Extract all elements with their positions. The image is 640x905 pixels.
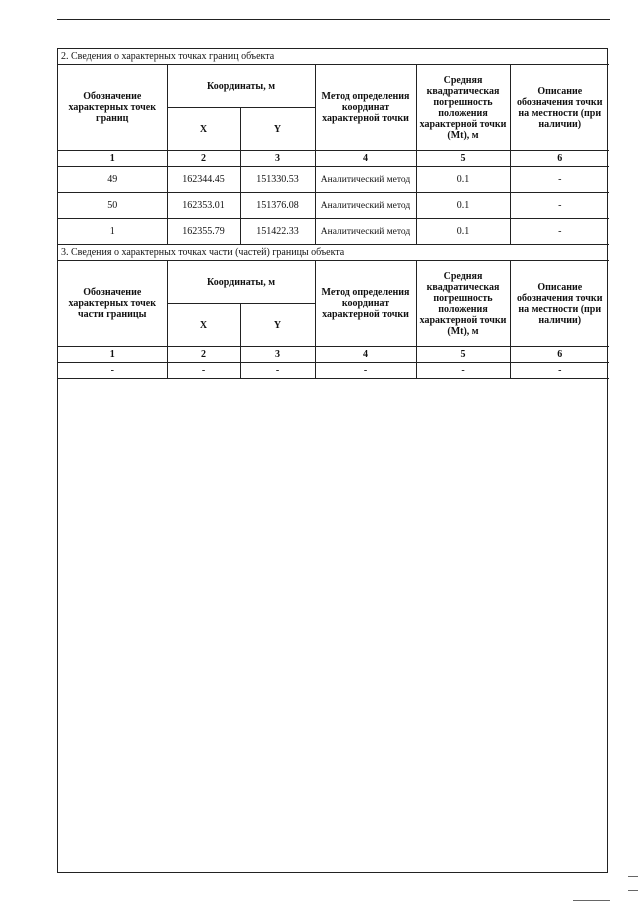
table-row (58, 363, 609, 379)
colnum-6: 6 (510, 347, 609, 363)
cell-desc: - (510, 167, 609, 193)
cell-point: 50 (58, 193, 167, 219)
header-designation: Обозначение характерных точек границ (58, 65, 167, 151)
colnum-3: 3 (240, 151, 315, 167)
header-description: Описание обозначения точки на местности (при наличии) (510, 65, 609, 151)
colnum-2: 2 (167, 151, 240, 167)
cell-desc: - (510, 193, 609, 219)
cell-method: Аналитический метод (315, 219, 416, 245)
header-coords: Координаты, м (167, 261, 315, 304)
section3-title: 3. Сведения о характерных точках части (частей) границы объекта (58, 245, 609, 261)
cell-x: - (167, 363, 240, 379)
section2-title-row (58, 49, 609, 65)
cell-point: - (58, 363, 167, 379)
cell-method: Аналитический метод (315, 193, 416, 219)
colnum-5: 5 (416, 347, 510, 363)
margin-mark (628, 876, 638, 877)
cell-y: 151330.53 (240, 167, 315, 193)
section3-title-row (58, 245, 609, 261)
document-frame (57, 48, 608, 873)
header-y: Y (240, 108, 315, 151)
cell-desc: - (510, 363, 609, 379)
cell-x: 162344.45 (167, 167, 240, 193)
cell-error: - (416, 363, 510, 379)
cell-method: Аналитический метод (315, 167, 416, 193)
colnum-1: 1 (58, 347, 167, 363)
header-method: Метод определения координат характерной точки (315, 65, 416, 151)
header-designation: Обозначение характерных точек части границы (58, 261, 167, 347)
colnum-4: 4 (315, 347, 416, 363)
cell-y: 151376.08 (240, 193, 315, 219)
cell-desc: - (510, 219, 609, 245)
top-rule (57, 19, 610, 20)
colnum-1: 1 (58, 151, 167, 167)
table-row (58, 219, 609, 245)
header-x: X (167, 304, 240, 347)
cell-error: 0.1 (416, 167, 510, 193)
cell-error: 0.1 (416, 193, 510, 219)
header-error: Средняя квадратическая погрешность положения характерной точки (Mt), м (416, 261, 510, 347)
cell-point: 49 (58, 167, 167, 193)
cell-x: 162355.79 (167, 219, 240, 245)
colnum-4: 4 (315, 151, 416, 167)
table-row (58, 193, 609, 219)
header-method: Метод определения координат характерной точки (315, 261, 416, 347)
header-x: X (167, 108, 240, 151)
section3-header-row (58, 261, 609, 304)
cell-x: 162353.01 (167, 193, 240, 219)
points-table (58, 49, 609, 379)
margin-mark (628, 890, 638, 891)
header-coords: Координаты, м (167, 65, 315, 108)
margin-mark (573, 900, 610, 901)
cell-y: 151422.33 (240, 219, 315, 245)
header-description: Описание обозначения точки на местности (при наличии) (510, 261, 609, 347)
section2-title: 2. Сведения о характерных точках границ объекта (58, 49, 609, 65)
colnum-5: 5 (416, 151, 510, 167)
cell-method: - (315, 363, 416, 379)
header-error: Средняя квадратическая погрешность положения характерной точки (Mt), м (416, 65, 510, 151)
cell-y: - (240, 363, 315, 379)
colnum-3: 3 (240, 347, 315, 363)
section2-header-row (58, 65, 609, 108)
cell-point: 1 (58, 219, 167, 245)
cell-error: 0.1 (416, 219, 510, 245)
header-y: Y (240, 304, 315, 347)
colnum-2: 2 (167, 347, 240, 363)
section2-colnum-row (58, 151, 609, 167)
table-row (58, 167, 609, 193)
colnum-6: 6 (510, 151, 609, 167)
section3-colnum-row (58, 347, 609, 363)
